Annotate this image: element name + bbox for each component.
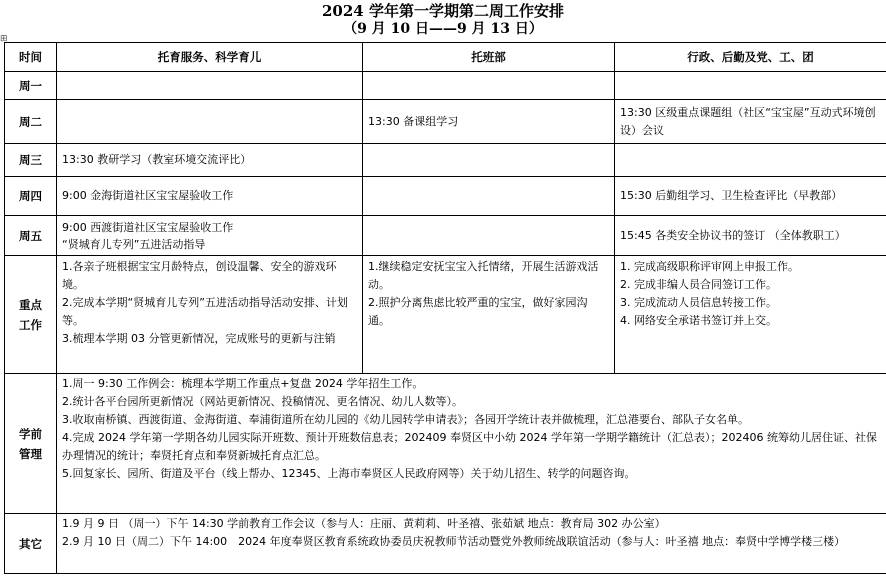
list-item: 4. 网络安全承诺书签订并上交。	[620, 314, 777, 327]
list-item: 3.收取南桥镇、西渡街道、金海街道、奉浦街道所在幼儿园的《幼儿园转学申请表》；各园开学统计表并做梳理，汇总港要台、部队子女名单。	[62, 413, 749, 426]
preschool-label-line: 学前	[19, 426, 42, 441]
other-label: 其它	[5, 514, 57, 574]
day-label-fri: 周五	[5, 216, 57, 256]
row-thursday	[5, 177, 886, 216]
preschool-label-line: 管理	[19, 446, 42, 461]
row-monday	[5, 72, 886, 100]
row-tuesday	[5, 100, 886, 144]
key-work-label	[5, 256, 57, 374]
list-item: 1.周一 9:30 工作例会：梳理本学期工作重点+复盘 2024 学年招生工作。	[62, 377, 424, 390]
list-item: 3. 完成流动人员信息转接工作。	[620, 296, 777, 309]
header-time: 时间	[5, 43, 57, 72]
header-admin: 行政、后勤及党、工、团	[615, 43, 886, 72]
schedule-table	[4, 42, 886, 574]
row-wednesday	[5, 144, 886, 177]
list-item: 1.各亲子班根据宝宝月龄特点，创设温馨、安全的游戏环境。	[62, 260, 337, 291]
cell-fri-class-dept	[363, 216, 615, 256]
day-label-wed: 周三	[5, 144, 57, 177]
header-nursery: 托育服务、科学育儿	[57, 43, 363, 72]
table-move-handle-icon[interactable]: ⊞	[0, 34, 8, 44]
cell-tue-nursery	[57, 100, 363, 144]
preschool-label	[5, 374, 57, 514]
list-item: 3.梳理本学期 03 分管更新情况，完成账号的更新与注销	[62, 332, 336, 345]
title-line-1: 2024 学年第一学期第二周工作安排	[322, 2, 564, 20]
cell-wed-nursery: 13:30 教研学习（教室环境交流评比）	[57, 144, 363, 177]
list-item: 2. 完成非编人员合同签订工作。	[620, 278, 777, 291]
list-item: 2.9 月 10 日（周二）下午 14:00 2024 年度奉贤区教育系统政协委员庆祝教师节活动暨党外教师统战联谊活动（参与人：叶圣禧 地点：奉贤中学博学楼三楼）	[62, 535, 846, 548]
row-friday	[5, 216, 886, 256]
cell-thu-nursery: 9:00 金海街道社区宝宝屋验收工作	[57, 177, 363, 216]
key-work-label-line: 工作	[19, 317, 42, 332]
cell-fri-nursery	[57, 216, 363, 256]
cell-tue-admin: 13:30 区级重点课题组（社区“宝宝屋”互动式环境创设）会议	[615, 100, 886, 144]
cell-fri-admin: 15:45 各类安全协议书的签订 （全体教职工）	[615, 216, 886, 256]
cell-thu-class-dept	[363, 177, 615, 216]
cell-wed-class-dept	[363, 144, 615, 177]
fri-nursery-line: “贤城育儿专列”五进活动指导	[62, 237, 206, 251]
cell-thu-admin: 15:30 后勤组学习、卫生检查评比（早教部）	[615, 177, 886, 216]
list-item: 4.完成 2024 学年第一学期各幼儿园实际开班数、预计开班数信息表；202409 奉贤区中小幼 2024 学年第一学期学籍统计（汇总表）；202406 统筹幼儿居住证、社保办理情况的统计；奉贤托育点和奉贤新城托育点汇总。	[62, 431, 877, 462]
cell-preschool	[57, 374, 886, 514]
list-item: 1.继续稳定安抚宝宝入托情绪，开展生活游戏活动。	[368, 260, 599, 291]
cell-key-class-dept	[363, 256, 615, 374]
cell-mon-admin	[615, 72, 886, 100]
fri-nursery-line: 9:00 西渡街道社区宝宝屋验收工作	[62, 220, 234, 234]
list-item: 2.统计各平台园所更新情况（网站更新情况、投稿情况、更名情况、幼儿人数等）。	[62, 395, 463, 408]
list-item: 2.完成本学期“贤城育儿专列”五进活动指导活动安排、计划等。	[62, 296, 348, 327]
document-title	[0, 2, 886, 38]
cell-mon-nursery	[57, 72, 363, 100]
day-label-mon: 周一	[5, 72, 57, 100]
row-preschool	[5, 374, 886, 514]
cell-key-nursery	[57, 256, 363, 374]
row-other	[5, 514, 886, 574]
cell-key-admin	[615, 256, 886, 374]
list-item: 5.回复家长、园所、街道及平台（线上帮办、12345、上海市奉贤区人民政府网等）关于幼儿招生、转学的问题咨询。	[62, 467, 636, 480]
list-item: 1.9 月 9 日 （周一）下午 14:30 学前教育工作会议（参与人：庄丽、黄莉莉、叶圣禧、张茹斌 地点：教育局 302 办公室）	[62, 517, 666, 530]
list-item: 2.照护分离焦虑比较严重的宝宝，做好家园沟通。	[368, 296, 588, 327]
cell-other	[57, 514, 886, 574]
cell-mon-class-dept	[363, 72, 615, 100]
header-class-dept: 托班部	[363, 43, 615, 72]
day-label-thu: 周四	[5, 177, 57, 216]
key-work-label-line: 重点	[19, 297, 42, 312]
header-row	[5, 43, 886, 72]
cell-tue-class-dept: 13:30 备课组学习	[363, 100, 615, 144]
title-line-2: （9 月 10 日——9 月 13 日）	[343, 21, 543, 37]
day-label-tue: 周二	[5, 100, 57, 144]
cell-wed-admin	[615, 144, 886, 177]
row-key-work	[5, 256, 886, 374]
list-item: 1. 完成高级职称评审网上申报工作。	[620, 260, 799, 273]
